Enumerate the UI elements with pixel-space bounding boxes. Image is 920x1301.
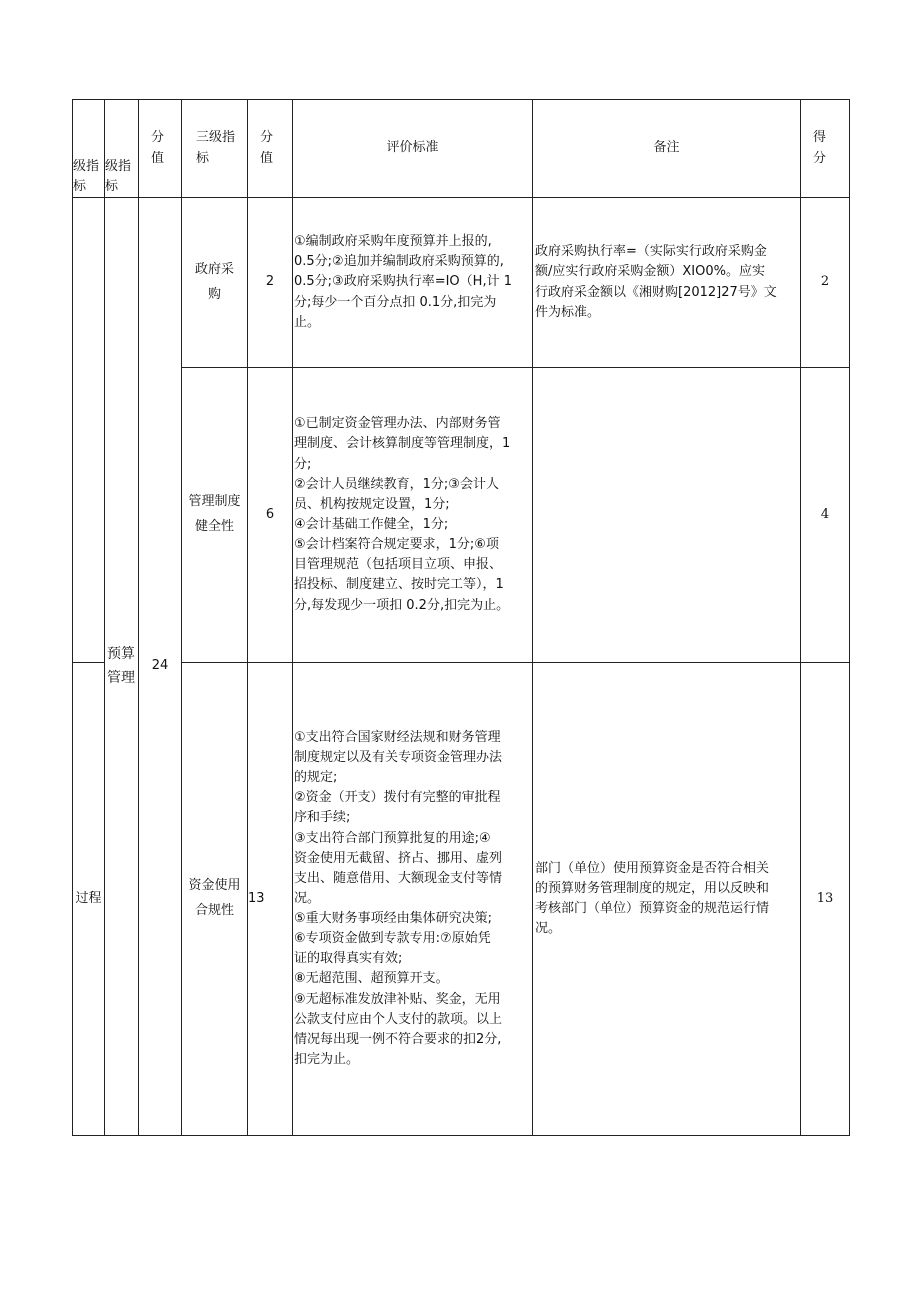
indicator-cell: 管理制度健全性 (182, 368, 248, 663)
table-row (73, 368, 850, 663)
header-level1: 级指标 (73, 100, 105, 198)
criteria-line: 情况每出现一例不符合要求的扣2分, (294, 1031, 502, 1047)
criteria-line: ⑤会计档案符合规定要求，1分;⑥项 (294, 537, 499, 553)
criteria-cell (293, 198, 533, 368)
criteria-line: 分;每少一个百分点扣 0.1分,扣完为 (294, 294, 497, 310)
criteria-line: ②会计人员继续教育，1分;③会计人 (294, 476, 499, 492)
indicator-score-cell: 2 (248, 198, 293, 368)
criteria-line: ⑧无超范围、超预算开支。 (294, 971, 449, 987)
criteria-line: 0.5分;②追加并编制政府采购预算的, (294, 254, 504, 270)
level1-cell: 过程 (73, 663, 105, 1136)
criteria-line: 0.5分;③政府采购执行率=IO（H,计 1 (294, 274, 512, 290)
indicator-cell: 政府采购 (182, 198, 248, 368)
level2-cell: 预算管理 (105, 198, 139, 1136)
criteria-line: ⑥专项资金做到专款专用:⑦原始凭 (294, 931, 491, 947)
obtained-score-cell: 4 (801, 368, 850, 663)
note-line: 件为标准。 (535, 304, 601, 320)
table-row (73, 198, 850, 368)
criteria-line: 理制度、会计核算制度等管理制度，1 (294, 436, 511, 452)
header-score-2: 分值 (248, 100, 293, 198)
header-level2: 级指标 (105, 100, 139, 198)
criteria-line: 扣完为止。 (294, 1052, 360, 1068)
criteria-line: 分; (294, 456, 312, 472)
level2-score-cell: 24 (139, 198, 182, 1136)
criteria-line: 资金使用无截留、挤占、挪用、虚列 (294, 850, 503, 866)
criteria-line: 公款支付应由个人支付的款项。以上 (294, 1011, 503, 1027)
criteria-line: 证的取得真实有效; (294, 951, 403, 967)
criteria-line: 员、机构按规定设置，1分; (294, 496, 450, 512)
indicator-cell: 资金使用合规性 (182, 663, 248, 1136)
note-cell (533, 368, 801, 663)
criteria-line: 招投标、制度建立、按时完工等），1 (294, 577, 504, 593)
note-line: 政府采购执行率=（实际实行政府采购金 (535, 244, 767, 260)
header-note: 备注 (533, 100, 801, 198)
criteria-line: 支出、随意借用、大额现金支付等情 (294, 870, 503, 886)
note-cell (533, 663, 801, 1136)
criteria-line: 的规定; (294, 770, 338, 786)
note-line: 况。 (535, 921, 562, 937)
header-criteria: 评价标准 (293, 100, 533, 198)
criteria-cell (293, 368, 533, 663)
criteria-line: ①编制政府采购年度预算并上报的, (294, 234, 492, 250)
header-level3: 三级指标 (182, 100, 248, 198)
indicator-score-cell: 6 (248, 368, 293, 663)
note-line: 额/应实行政府采购金额）XIO0%。应实 (535, 264, 765, 280)
criteria-line: 制度规定以及有关专项资金管理办法 (294, 749, 503, 765)
criteria-line: ④会计基础工作健全，1分; (294, 517, 449, 532)
criteria-line: ②资金（开支）拨付有完整的审批程 (294, 790, 501, 806)
criteria-line: 止。 (294, 314, 321, 330)
note-line: 部门（单位）使用预算资金是否符合相关 (535, 860, 770, 876)
criteria-line: ①支出符合国家财经法规和财务管理 (294, 729, 501, 745)
criteria-line: ①已制定资金管理办法、内部财务管 (294, 416, 501, 432)
table-row (73, 663, 850, 1136)
criteria-line: ⑨无超标准发放津补贴、奖金，无用 (294, 991, 501, 1007)
criteria-line: ③支出符合部门预算批复的用途;④ (294, 830, 491, 846)
criteria-cell (293, 663, 533, 1136)
level1-empty-cell (73, 198, 105, 663)
header-score-1: 分值 (139, 100, 182, 198)
note-line: 行政府采金额以《湘财购[2012]27号》文 (535, 284, 777, 300)
header-obtained: 得分 (801, 100, 850, 198)
obtained-score-cell: 2 (801, 198, 850, 368)
evaluation-table (72, 99, 850, 1136)
criteria-line: 序和手续; (294, 810, 351, 826)
criteria-line: ⑤重大财务事项经由集体研究决策; (294, 911, 493, 927)
criteria-line: 目管理规范（包括项目立项、申报、 (294, 557, 503, 573)
note-cell (533, 198, 801, 368)
criteria-line: 分,每发现少一项扣 0.2分,扣完为止。 (294, 597, 510, 613)
note-line: 考核部门（单位）预算资金的规范运行情 (535, 901, 770, 916)
header-row (73, 100, 850, 198)
criteria-line: 况。 (294, 890, 321, 906)
note-line: 的预算财务管理制度的规定，用以反映和 (535, 880, 770, 896)
obtained-score-cell: 13 (801, 663, 850, 1136)
indicator-score-cell: 13 (248, 663, 293, 1136)
